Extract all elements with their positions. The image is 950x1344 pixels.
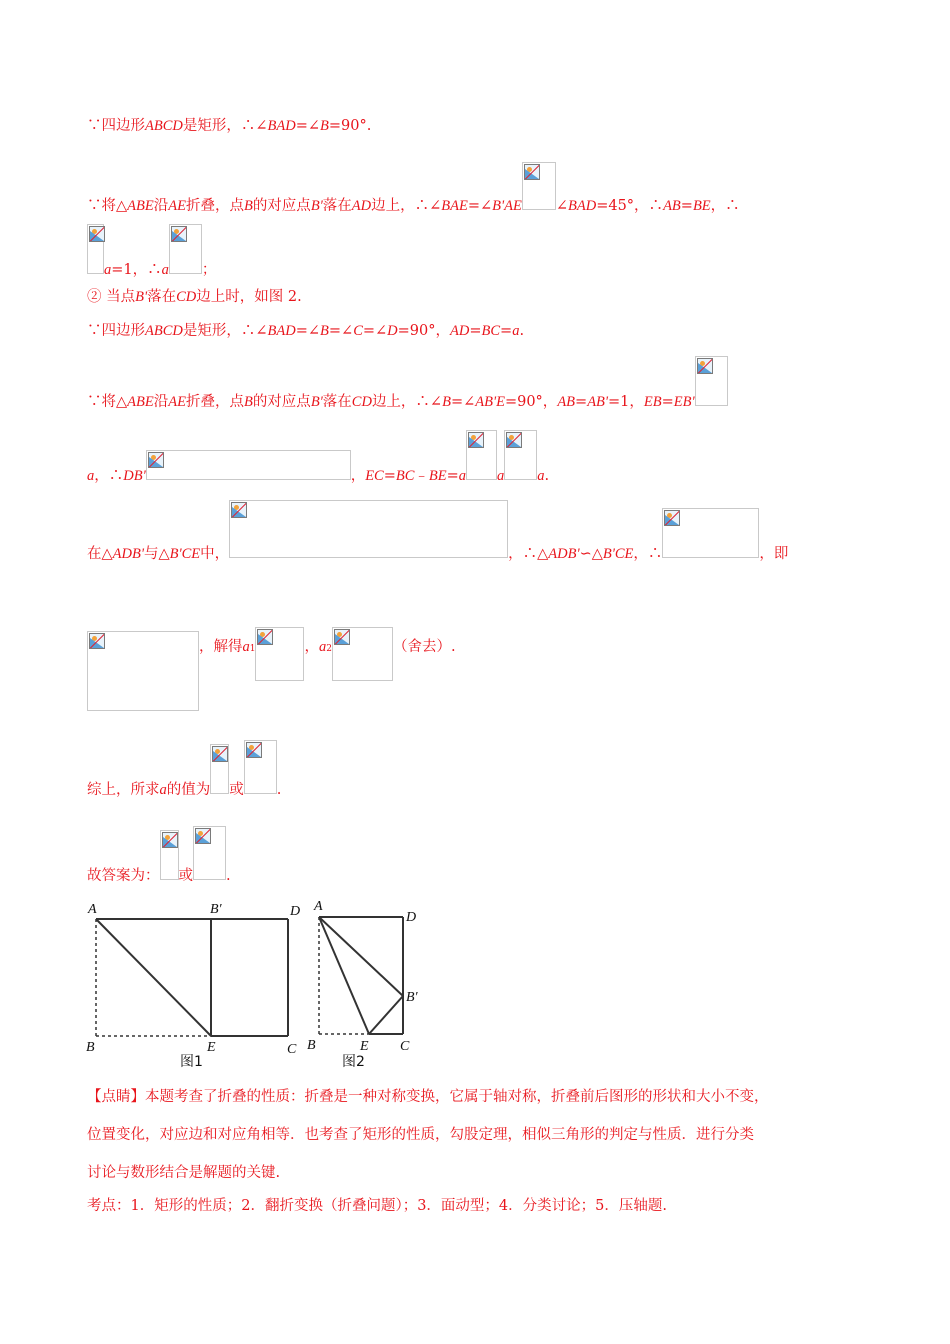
var: ADB' bbox=[548, 546, 580, 562]
text: = bbox=[575, 394, 588, 410]
text: =90°. bbox=[328, 118, 372, 134]
var: B bbox=[243, 198, 253, 214]
label-b-prime: B′ bbox=[210, 902, 222, 917]
text: =∠ bbox=[450, 394, 476, 410]
var: B bbox=[442, 394, 451, 410]
edge-ae bbox=[96, 919, 211, 1036]
var: AE bbox=[168, 198, 186, 214]
text: ，∴ bbox=[633, 546, 663, 562]
broken-image-icon bbox=[87, 224, 104, 274]
var: AB bbox=[557, 394, 576, 410]
text: =∠ bbox=[295, 118, 321, 134]
var: a bbox=[458, 468, 467, 484]
label-c: C bbox=[400, 1039, 410, 1054]
var: AE bbox=[168, 394, 186, 410]
figure-caption: 图2 bbox=[342, 1054, 365, 1070]
var: a bbox=[104, 262, 112, 278]
var: a bbox=[87, 468, 95, 484]
var: a bbox=[318, 639, 327, 655]
var: B bbox=[320, 323, 329, 339]
var: a bbox=[512, 323, 520, 339]
text: =1，∴ bbox=[111, 262, 162, 278]
text-line-5 bbox=[87, 321, 524, 341]
broken-image-icon bbox=[244, 740, 277, 794]
text: = bbox=[446, 468, 459, 484]
var: BE bbox=[692, 198, 711, 214]
text: 讨论与数形结合是解题的关键. bbox=[87, 1165, 281, 1181]
text-line-14 bbox=[87, 1163, 280, 1183]
broken-image-icon bbox=[146, 450, 351, 480]
text: 在△ bbox=[87, 546, 113, 562]
broken-image-icon bbox=[193, 826, 226, 880]
text: . bbox=[544, 468, 550, 484]
edge-ebp bbox=[369, 996, 403, 1034]
var: BC bbox=[481, 323, 501, 339]
text: 故答案为： bbox=[87, 868, 160, 884]
text: ② 当点 bbox=[87, 289, 136, 305]
broken-image-icon bbox=[210, 744, 229, 794]
text: . bbox=[519, 323, 525, 339]
label-a: A bbox=[88, 902, 97, 917]
var: BE bbox=[428, 468, 447, 484]
var: CD bbox=[176, 289, 197, 305]
var: BAD bbox=[267, 118, 296, 134]
text: =∠ bbox=[328, 323, 354, 339]
text: 的值为 bbox=[166, 782, 211, 798]
text: ，∴△ bbox=[508, 546, 549, 562]
var: ABCD bbox=[145, 323, 183, 339]
text: 落在 bbox=[322, 198, 352, 214]
var: BC bbox=[395, 468, 415, 484]
text: ∵将△ bbox=[87, 198, 128, 214]
var: ADB' bbox=[112, 546, 144, 562]
text: ， bbox=[304, 639, 319, 655]
edge-abp bbox=[319, 917, 403, 996]
text: 沿 bbox=[153, 394, 169, 410]
text: = bbox=[469, 323, 482, 339]
figure-caption: 图1 bbox=[180, 1054, 203, 1070]
var: AB'E bbox=[475, 394, 505, 410]
text: ∵四边形 bbox=[87, 118, 145, 134]
label-c: C bbox=[287, 1042, 297, 1057]
broken-image-icon bbox=[332, 627, 393, 681]
text: = bbox=[383, 468, 396, 484]
text: =∠ bbox=[295, 323, 321, 339]
text-line-1 bbox=[87, 116, 371, 136]
text: 的对应点 bbox=[252, 394, 311, 410]
text: =90°， bbox=[397, 323, 451, 339]
text: ∽△ bbox=[579, 546, 603, 562]
text: = bbox=[680, 198, 693, 214]
text: = bbox=[500, 323, 513, 339]
text: 落在 bbox=[322, 394, 352, 410]
text: 综上，所求 bbox=[87, 782, 160, 798]
broken-image-icon bbox=[229, 500, 508, 558]
text: （舍去）. bbox=[392, 639, 456, 655]
var: ABE bbox=[127, 394, 154, 410]
var: C bbox=[353, 323, 363, 339]
text: ， bbox=[350, 468, 366, 484]
label-e: E bbox=[207, 1040, 216, 1055]
broken-image-icon bbox=[87, 631, 199, 711]
var: a bbox=[159, 782, 167, 798]
text-line-12 bbox=[87, 1087, 769, 1107]
text: 的对应点 bbox=[252, 198, 311, 214]
text: =90°， bbox=[504, 394, 558, 410]
var: AB bbox=[663, 198, 681, 214]
var: B' bbox=[310, 198, 323, 214]
text-line-3 bbox=[87, 224, 216, 280]
subscript: 2 bbox=[326, 644, 332, 654]
text: =1， bbox=[608, 394, 644, 410]
geometry-figures bbox=[82, 893, 442, 1073]
text: ，∴ bbox=[710, 198, 740, 214]
text: 边上时，如图 2. bbox=[196, 289, 302, 305]
text: 落在 bbox=[147, 289, 177, 305]
broken-image-icon bbox=[255, 627, 304, 681]
label-d: D bbox=[290, 904, 301, 919]
var: B' bbox=[135, 289, 148, 305]
var: B'CE bbox=[169, 546, 201, 562]
broken-image-icon bbox=[504, 430, 537, 480]
text: ∠ bbox=[555, 198, 569, 214]
edge-ae bbox=[319, 917, 369, 1034]
var: ABCD bbox=[145, 118, 183, 134]
text: 边上，∴∠ bbox=[371, 198, 442, 214]
var: AD bbox=[450, 323, 470, 339]
var: ABE bbox=[127, 198, 154, 214]
text: 或 bbox=[229, 782, 244, 798]
var: B'AE bbox=[492, 198, 522, 214]
text: . bbox=[226, 868, 231, 884]
text-line-2 bbox=[87, 162, 740, 216]
text: ﹣ bbox=[414, 468, 429, 484]
var: a bbox=[242, 639, 250, 655]
text-line-8 bbox=[87, 500, 788, 564]
text: ，即 bbox=[759, 546, 789, 562]
text: 沿 bbox=[153, 198, 169, 214]
text: =∠ bbox=[467, 198, 493, 214]
broken-image-icon bbox=[169, 224, 202, 274]
text: ； bbox=[201, 262, 217, 278]
label-a: A bbox=[314, 899, 323, 914]
label-b: B bbox=[307, 1038, 316, 1053]
var: CD bbox=[351, 394, 372, 410]
text: 是矩形，∴∠ bbox=[182, 118, 268, 134]
var: B' bbox=[310, 394, 323, 410]
label-b: B bbox=[86, 1040, 95, 1055]
text: =∠ bbox=[362, 323, 388, 339]
text-line-15 bbox=[87, 1196, 667, 1216]
text: 或 bbox=[178, 868, 193, 884]
text: 边上，∴∠ bbox=[371, 394, 443, 410]
text: 与△ bbox=[143, 546, 170, 562]
var: EB' bbox=[673, 394, 695, 410]
var: BAD bbox=[568, 198, 597, 214]
var: DB' bbox=[123, 468, 146, 484]
text-line-6 bbox=[87, 356, 728, 412]
var: B bbox=[243, 394, 253, 410]
broken-image-icon bbox=[466, 430, 497, 480]
broken-image-icon bbox=[522, 162, 556, 210]
text: ∵四边形 bbox=[87, 323, 145, 339]
label-d: D bbox=[406, 910, 417, 925]
broken-image-icon bbox=[662, 508, 759, 558]
var: B bbox=[320, 118, 329, 134]
var: BAE bbox=[441, 198, 468, 214]
var: EB bbox=[643, 394, 662, 410]
var: EC bbox=[365, 468, 384, 484]
text: = bbox=[661, 394, 674, 410]
var: D bbox=[387, 323, 398, 339]
text-line-7 bbox=[87, 430, 549, 486]
var: BAD bbox=[267, 323, 296, 339]
text: 中， bbox=[200, 546, 230, 562]
label-b-prime: B′ bbox=[406, 990, 418, 1005]
figure-2 bbox=[307, 899, 419, 1070]
figure-1 bbox=[86, 902, 300, 1070]
broken-image-icon bbox=[695, 356, 728, 406]
broken-image-icon bbox=[160, 830, 179, 880]
var: a bbox=[161, 262, 169, 278]
text: . bbox=[276, 782, 282, 798]
text-line-11 bbox=[87, 826, 231, 886]
text-line-4 bbox=[87, 287, 302, 307]
text: ，∴ bbox=[94, 468, 124, 484]
text: 折叠，点 bbox=[185, 394, 244, 410]
text: 折叠，点 bbox=[185, 198, 244, 214]
subscript: 1 bbox=[249, 644, 256, 654]
text: 考点：1．矩形的性质；2．翻折变换（折叠问题）；3．面动型；4．分类讨论；5．压轴题. bbox=[87, 1198, 667, 1214]
text-line-13 bbox=[87, 1125, 754, 1145]
var: a bbox=[497, 468, 505, 484]
text: 是矩形，∴∠ bbox=[182, 323, 268, 339]
text: ∵将△ bbox=[87, 394, 128, 410]
text-line-10 bbox=[87, 740, 281, 800]
text: 【点睛】本题考查了折叠的性质：折叠是一种对称变换，它属于轴对称，折叠前后图形的形状和大小不变， bbox=[87, 1089, 769, 1105]
text-line-9 bbox=[87, 627, 456, 711]
label-e: E bbox=[360, 1039, 369, 1054]
var: B'CE bbox=[602, 546, 634, 562]
text: 位置变化，对应边和对应角相等．也考查了矩形的性质，勾股定理，相似三角形的判定与性质．进行分类 bbox=[87, 1127, 754, 1143]
text: =45°，∴ bbox=[596, 198, 664, 214]
var: AB' bbox=[587, 394, 609, 410]
text: ，解得 bbox=[199, 639, 243, 655]
var: AD bbox=[351, 198, 372, 214]
var: a bbox=[537, 468, 545, 484]
